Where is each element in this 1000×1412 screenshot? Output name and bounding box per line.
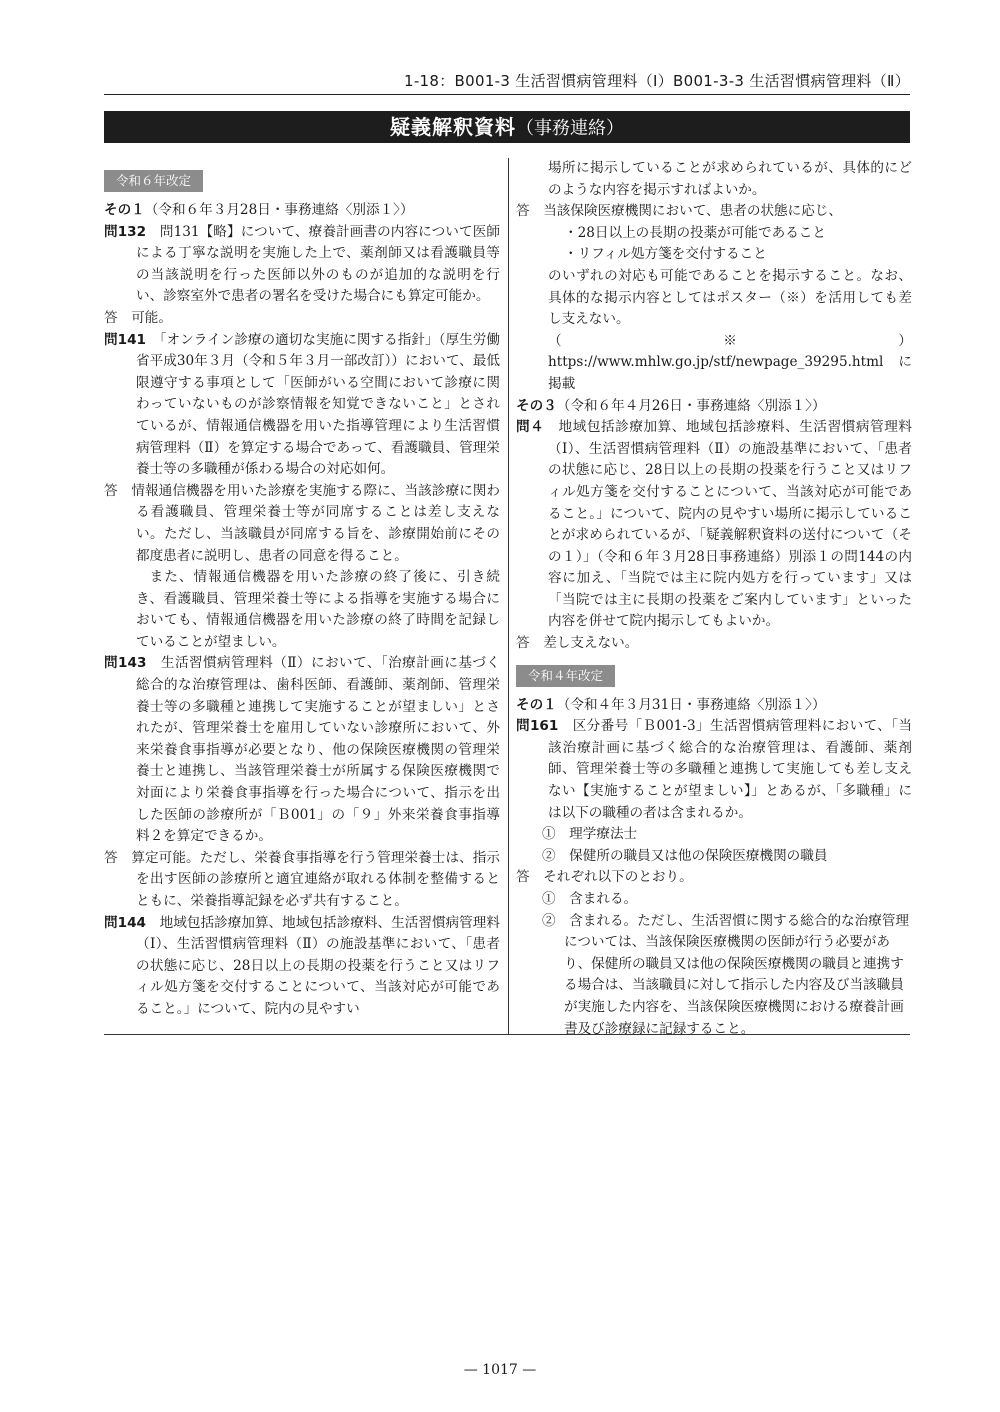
section-title-sub: （事務連絡） — [516, 118, 624, 139]
question-4: 問４ 地域包括診療加算、地域包括診療料、生活習慣病管理料（Ⅰ）、生活習慣病管理料（Ⅱ）の施設基準において、「患者の状態に応じ、28日以上の長期の投薬を行うこと又はリフィル処方箋を交付することについて、当該対応が可能であること。」について、院内の見やすい場所に掲示していることが求められているが、「疑義解釈資料の送付について（その１）」（令和６年３月28日事務連絡）別添１の問144の内容に加え、「当院では主に院内処方を行っています」又は「当院では主に長期の投薬をご案内しています」といった内容を併せて院内掲示してもよいか。 — [516, 419, 913, 630]
section-title: 疑義解釈資料 — [390, 115, 516, 139]
right-column — [516, 158, 912, 1040]
left-column — [104, 158, 500, 1021]
question-161-item: ② 保健所の職員又は他の保険医療機関の職員 — [542, 847, 828, 864]
column-divider — [508, 158, 509, 1034]
answer-141: 答 情報通信機器を用いた診療を実施する際に、当該診療に関わる看護職員、管理栄養士等が同席することは差し支えない。ただし、当該職員が同席する旨を、診療開始前にその都度患者に説明し、患者の同意を得ること。 — [104, 482, 501, 564]
answer-161: 答 それぞれ以下のとおり。 — [516, 869, 693, 886]
page-number: — 1017 — — [463, 1362, 537, 1378]
answer-144-bullet: ・28日以上の長期の投薬が可能であること — [564, 224, 826, 241]
answer-143: 答 算定可能。ただし、栄養食事指導を行う管理栄養士は、指示を出す医師の診療所と適宜連絡が取れる体制を整備するとともに、栄養指導記録を必ず共有すること。 — [104, 849, 501, 909]
revision-tag-r4: 令和４年改定 — [516, 665, 615, 687]
question-143: 問143 生活習慣病管理料（Ⅱ）において、「治療計画に基づく総合的な治療管理は、歯科医師、看護師、薬剤師、管理栄養士等の多職種と連携して実施することが望ましい」とされたが、管理栄養士を雇用していない診療所において、外来栄養食事指導が必要となり、他の保険医療機関の管理栄養士と連携し、当該管理栄養士が所属する保険医療機関で対面により栄養食事指導を行った場合について、指示を出した医師の診療所が「Ｂ001」の「９」外来栄養食事指導料２を算定できるか。 — [104, 655, 500, 845]
answer-144-bullet: ・リフィル処方箋を交付すること — [564, 246, 767, 263]
answer-144-cont: のいずれの対応も可能であることを掲示すること。なお、具体的な掲示内容としてはポスター（※）を活用しても差し支えない。 — [548, 267, 912, 328]
question-144-cont: 場所に掲示していることが求められているが、具体的にどのような内容を掲示すればよいか。 — [548, 160, 912, 198]
answer-144: 答 当該保険医療機関において、患者の状態に応じ、 — [516, 203, 842, 220]
answer-4: 答 差し支えない。 — [516, 635, 639, 652]
question-144: 問144 地域包括診療加算、地域包括診療料、生活習慣病管理料（Ⅰ）、生活習慣病管理料（Ⅱ）の施設基準において、「患者の状態に応じ、28日以上の長期の投薬を行うこと又はリフィル処方箋を交付することについて、当該対応が可能であること。」について、院内の見やすい — [104, 914, 500, 1017]
question-141: 問141 「オンライン診療の適切な実施に関する指針」（厚生労働省平成30年３月（令和５年３月一部改訂））において、最低限遵守する事項として「医師がいる空間において診療に関わっていないものが診察情報を知覚できないこと」とされているが、情報通信機器を用いた指導管理により生活習慣病管理料（Ⅱ）を算定する場合であって、看護職員、管理栄養士等の多職種が係わる場合の対応如何。 — [104, 331, 500, 478]
answer-144-note: （※）https://www.mhlw.go.jp/stf/newpage_39295.html に掲載 — [548, 332, 912, 392]
answer-132: 答 可能。 — [104, 309, 172, 326]
source-line: その１（令和６年３月28日・事務連絡〈別添１〉） — [104, 202, 414, 218]
source-line: その３（令和６年４月26日・事務連絡〈別添１〉） — [516, 397, 826, 414]
running-head: 1-18：B001-3 生活習慣病管理料（Ⅰ）B001-3-3 生活習慣病管理料（Ⅱ） — [404, 72, 910, 90]
bottom-rule — [104, 1034, 910, 1035]
answer-141-cont: また、情報通信機器を用いた診療の終了後に、引き続き、看護職員、管理栄養士等による指導を実施する場合においても、情報通信機器を用いた診療の終了時間を記録していることが望ましい。 — [136, 569, 500, 650]
section-title-bar — [104, 111, 910, 143]
question-161: 問161 区分番号「Ｂ001-3」生活習慣病管理料において、「当該治療計画に基づく総合的な治療管理は、看護師、薬剤師、管理栄養士等の多職種と連携して実施しても差し支えない【実施することが望ましい】」とあるが、「多職種」には以下の職種の者は含まれるか。 — [516, 718, 912, 821]
question-132: 問132 問131【略】について、療養計画書の内容について医師による丁寧な説明を実施した上で、薬剤師又は看護職員等の当該説明を行った医師以外のものが追加的な説明を行い、診察室外で患者の署名を受けた場合にも算定可能か。 — [104, 223, 500, 305]
source-line: その１（令和４年３月31日・事務連絡〈別添１〉） — [516, 696, 826, 713]
answer-161-item: ② 含まれる。ただし、生活習慣に関する総合的な治療管理については、当該保険医療機関の医師が行う必要があり、保健所の職員又は他の保険医療機関の職員と連携する場合は、当該職員に対して指示した内容及び当該職員が実施した内容を、当該保険医療機関における療養計画書及び診療録に記録すること。 — [542, 912, 910, 1037]
question-161-item: ① 理学療法士 — [542, 826, 638, 843]
answer-161-item: ① 含まれる。 — [542, 891, 638, 907]
header-rule — [104, 94, 910, 95]
revision-tag-r6: 令和６年改定 — [104, 170, 203, 192]
